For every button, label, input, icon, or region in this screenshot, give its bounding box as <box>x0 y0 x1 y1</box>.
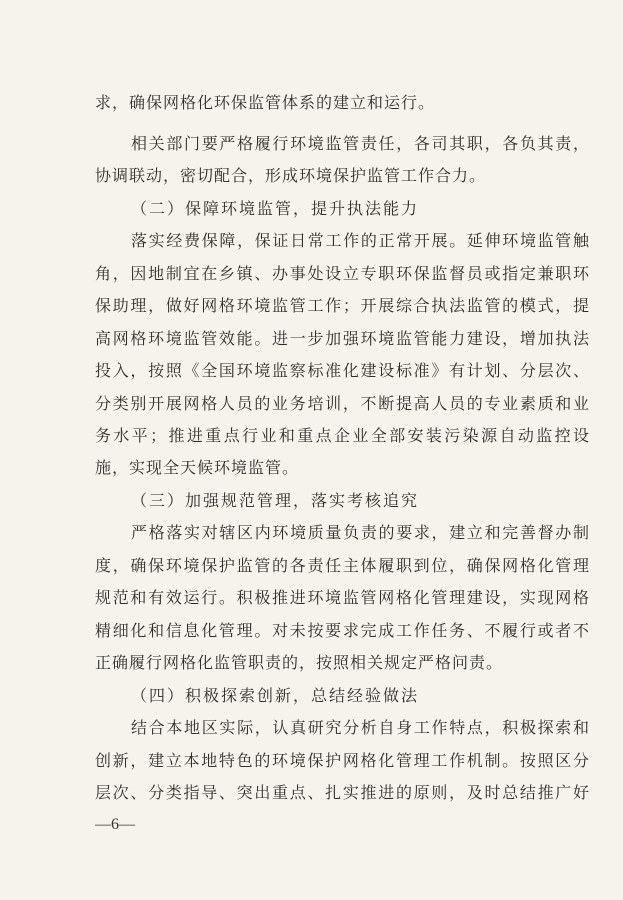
text-line: 精细化和信息化管理。对未按要求完成工作任务、不履行或者不 <box>95 621 589 640</box>
text-line: 施，实现全天候环境监管。 <box>95 458 300 477</box>
text-line: 务水平；推进重点行业和重点企业全部安装污染源自动监控设 <box>95 426 589 445</box>
text-line: 投入，按照《全国环境监察标准化建设标准》有计划、分层次、 <box>95 361 589 380</box>
text-line: 结合本地区实际，认真研究分析自身工作特点，积极探索和 <box>131 718 589 737</box>
text-line: 分类别开展网格人员的业务培训，不断提高人员的专业素质和业 <box>95 394 589 413</box>
text-line: 保助理，做好网格环境监管工作；开展综合执法监管的模式，提 <box>95 296 589 315</box>
text-line: 求，确保网格化环保监管体系的建立和运行。 <box>95 93 436 112</box>
text-line: 规范和有效运行。积极推进环境监管网格化管理建设，实现网格 <box>95 588 589 607</box>
section-heading: （三）加强规范管理，落实考核追究 <box>131 491 420 510</box>
page-number: —6— <box>95 816 135 833</box>
section-heading: （四）积极探索创新，总结经验做法 <box>131 686 420 705</box>
text-line: 相关部门要严格履行环境监管责任，各司其职，各负其责， <box>131 134 589 153</box>
text-line: 高网格环境监管效能。进一步加强环境监管能力建设，增加执法 <box>95 329 589 348</box>
text-line: 落实经费保障，保证日常工作的正常开展。延伸环境监管触 <box>131 231 589 250</box>
text-line: 协调联动，密切配合，形成环境保护监管工作合力。 <box>95 166 487 185</box>
text-line: 度，确保环境保护监管的各责任主体履职到位，确保网格化管理 <box>95 556 589 575</box>
text-line: 创新，建立本地特色的环境保护网格化管理工作机制。按照区分 <box>95 751 589 770</box>
text-line: 角，因地制宜在乡镇、办事处设立专职环保监督员或指定兼职环 <box>95 264 589 283</box>
text-line: 严格落实对辖区内环境质量负责的要求，建立和完善督办制 <box>131 523 589 542</box>
text-line: 层次、分类指导、突出重点、扎实推进的原则，及时总结推广好 <box>95 783 589 802</box>
text-line: 正确履行网格化监管职责的，按照相关规定严格问责。 <box>95 653 504 672</box>
section-heading: （二）保障环境监管，提升执法能力 <box>131 199 420 218</box>
